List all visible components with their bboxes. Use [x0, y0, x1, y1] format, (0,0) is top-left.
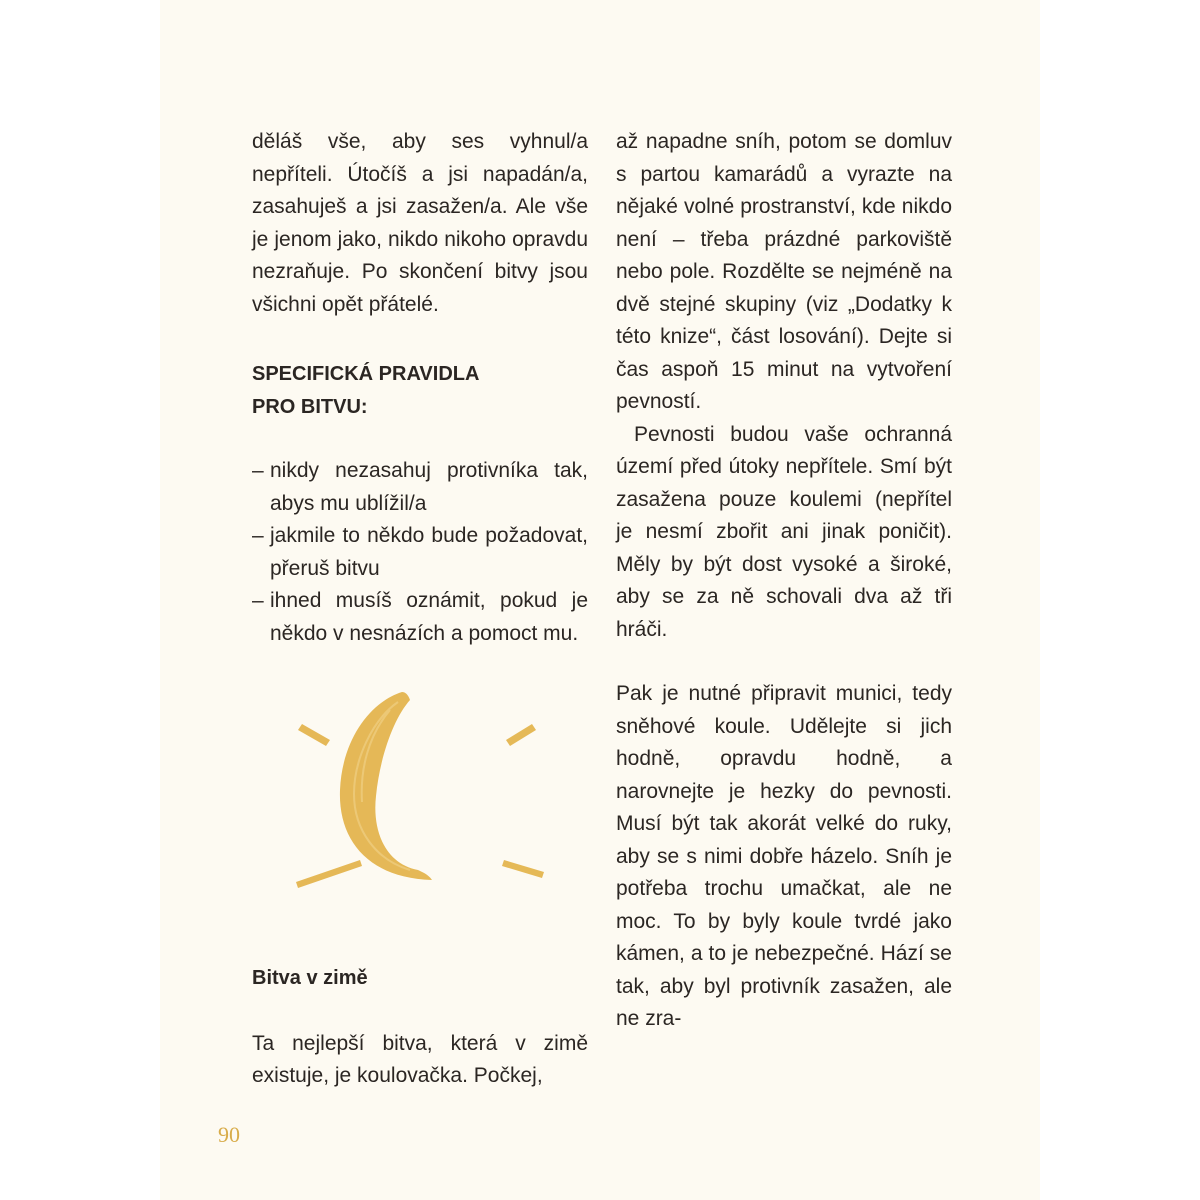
paragraph-2: Pevnosti budou vaše ochranná území před útoky nepřítele. Smí být zasažena pouze koulemi (nepřítel je nesmí zbořit ani jinak poničit). Měly by být dost vysoké a široké, aby se za ně schovali dva až tři hráči. [616, 422, 952, 641]
list-item: – nikdy nezasahuj protivníka tak, abys mu ublížil/a [252, 455, 588, 520]
right-column [616, 126, 952, 1036]
list-item: – ihned musíš oznámit, pokud je někdo v nesnázích a pomoct mu. [252, 585, 588, 650]
intro-paragraph: děláš vše, aby ses vyhnul/a nepříteli. Útočíš a jsi napadán/a, zasahuješ a jsi zasažen/a. Ale vše je jenom jako, nikdo nikoho opravdu nezraňuje. Po skončení bitvy jsou všichni opět přátelé. [252, 130, 588, 316]
ray-top-right [506, 724, 536, 746]
section-paragraph: Ta nejlepší bitva, která v zimě existuje, je koulovačka. Počkej, [252, 1031, 588, 1087]
left-column [252, 126, 588, 1093]
rules-heading-line2: PRO BITVU: [252, 395, 368, 418]
book-page [160, 0, 1040, 1200]
paragraph-1: až napadne sníh, potom se domluv s partou kamarádů a vyrazte na nějaké volné prostranství, kde nikdo není – třeba prázdné parkoviště nebo pole. Rozdělte se nejméně na dvě stejné skupiny (viz „Dodatky k této knize“, část losování). Dejte si čas aspoň 15 minut na vytvoření pevností. [616, 130, 952, 413]
list-item: – jakmile to někdo bude požadovat, přeruš bitvu [252, 520, 588, 585]
rules-list [252, 455, 588, 650]
page-number: 90 [218, 1122, 240, 1147]
paragraph-3: Pak je nutné připravit munici, tedy sněhové koule. Udělejte si jich hodně, opravdu hodně, a narovnejte je hezky do pevnosti. Musí být tak akorát velké do ruky, aby se s nimi dobře házelo. Sníh je potřeba trochu umačkat, ale ne moc. To by byly koule tvrdé jako kámen, a to je nebezpečné. Hází se tak, aby byl protivník zasažen, ale ne zra- [616, 682, 952, 1030]
crescent-moon-sun-icon [290, 690, 550, 920]
rules-heading [252, 358, 588, 423]
rules-heading-line1: SPECIFICKÁ PRAVIDLA [252, 363, 480, 385]
ray-top-left [298, 724, 330, 746]
ray-bottom-left [296, 860, 362, 888]
section-heading: Bitva v zimě [252, 967, 368, 989]
ray-bottom-right [502, 860, 544, 878]
